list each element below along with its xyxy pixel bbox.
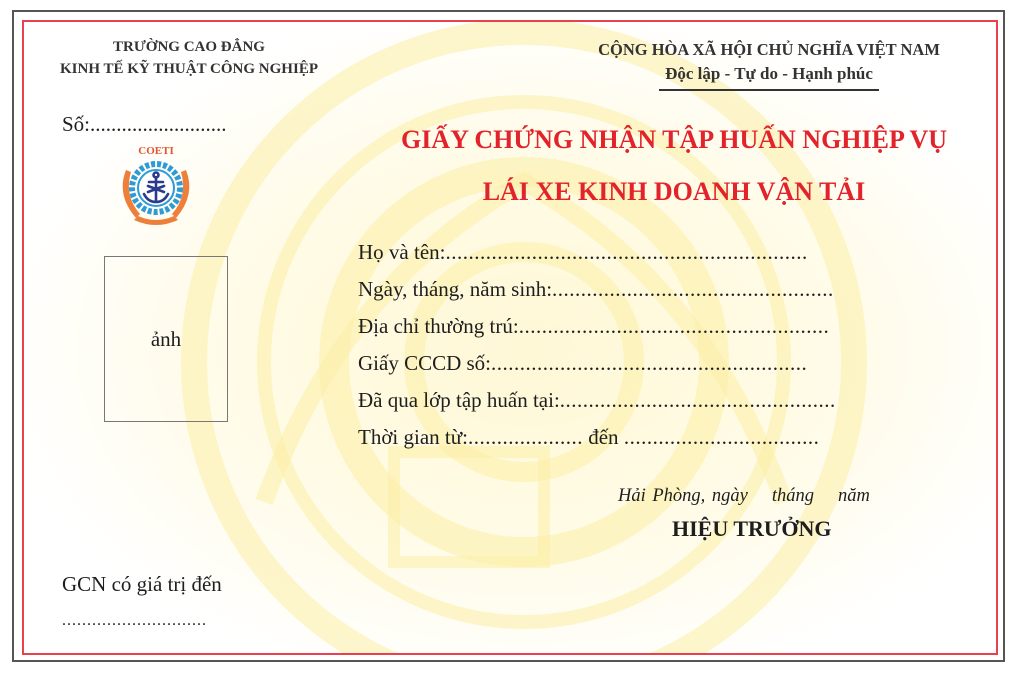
month-label: tháng xyxy=(771,486,815,506)
period-from-blank[interactable]: .................... xyxy=(467,425,583,449)
school-name xyxy=(24,36,354,80)
certificate-number: Số:.......................... xyxy=(62,112,227,136)
certificate-title-line2: LÁI XE KINH DOANH VẬN TẢI xyxy=(482,177,866,206)
period-to-blank[interactable]: .................................. xyxy=(623,425,820,449)
school-name-line1: TRƯỜNG CAO ĐẲNG xyxy=(113,39,265,55)
certificate-card xyxy=(22,20,998,655)
field-training-location[interactable] xyxy=(358,382,836,419)
photo-placeholder xyxy=(104,256,228,422)
field-date-of-birth[interactable] xyxy=(358,271,836,308)
field-label: Đã qua lớp tập huấn tại: xyxy=(358,388,560,412)
field-blank[interactable]: ....................................................... xyxy=(491,351,808,375)
field-full-name[interactable] xyxy=(358,234,836,271)
certificate-title-line1: GIẤY CHỨNG NHẬN TẬP HUẤN NGHIỆP VỤ xyxy=(400,125,948,154)
field-label: Giấy CCCD số: xyxy=(358,351,492,375)
field-label: Địa chỉ thường trú: xyxy=(358,314,519,338)
national-header xyxy=(544,38,994,91)
form-fields xyxy=(358,234,836,456)
national-title: CỘNG HÒA XÃ HỘI CHỦ NGHĨA VIỆT NAM xyxy=(598,40,940,59)
signatory-title: HIỆU TRƯỞNG xyxy=(672,516,832,541)
logo-text: COETI xyxy=(138,145,174,157)
field-training-period[interactable] xyxy=(358,419,836,456)
coeti-logo-icon xyxy=(114,140,198,226)
field-blank[interactable]: ................................................ xyxy=(559,388,836,412)
national-motto: Độc lập - Tự do - Hạnh phúc xyxy=(659,62,879,91)
place-day-label: Hải Phòng, ngày xyxy=(618,486,748,506)
photo-label: ảnh xyxy=(150,326,182,351)
year-label: năm xyxy=(838,486,870,506)
certificate-title xyxy=(344,114,998,218)
validity-blank[interactable]: ............................. xyxy=(62,612,207,629)
field-label: Ngày, tháng, năm sinh: xyxy=(358,277,553,301)
field-label: Thời gian từ: xyxy=(358,425,468,449)
field-permanent-address[interactable] xyxy=(358,308,836,345)
period-to-label: đến xyxy=(582,425,624,449)
field-blank[interactable]: ...................................................... xyxy=(518,314,830,338)
place-and-date xyxy=(618,486,870,507)
field-id-card-number[interactable] xyxy=(358,345,836,382)
field-blank[interactable]: ................................................. xyxy=(552,277,834,301)
field-label: Họ và tên: xyxy=(358,240,446,264)
school-name-line2: KINH TẾ KỸ THUẬT CÔNG NGHIỆP xyxy=(60,61,318,77)
field-blank[interactable]: ............................................................... xyxy=(445,240,808,264)
validity-label: GCN có giá trị đến xyxy=(62,572,222,596)
